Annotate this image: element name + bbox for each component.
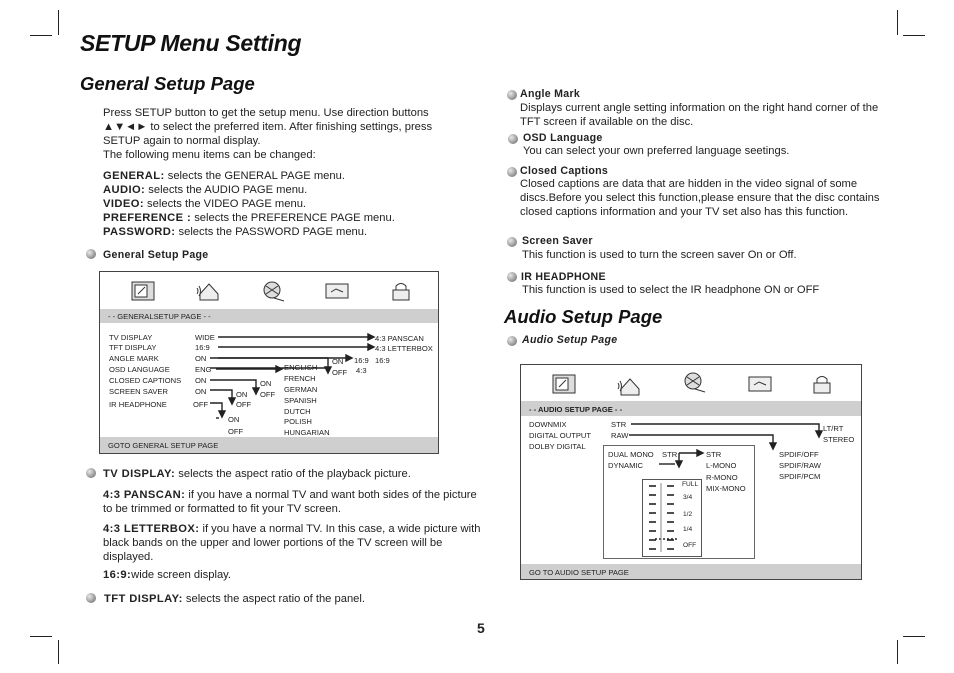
level-label: 1/2: [683, 511, 693, 518]
setting-name: DUAL MONO: [608, 450, 654, 459]
tv-option: 4:3 PANSCAN: [375, 334, 424, 343]
bullet-icon: [86, 468, 96, 478]
spdif-option: SPDIF/OFF: [779, 450, 819, 459]
cc-option: OFF: [260, 390, 276, 399]
intro-line: ▲▼◄► to select the preferred item. After finishing settings, press: [103, 121, 433, 133]
screen-saver-title: Screen Saver: [522, 235, 593, 247]
intro-text: [103, 106, 483, 162]
bullet-icon: [508, 134, 518, 144]
spdif-option: SPDIF/PCM: [779, 472, 821, 481]
diagram-header: - - AUDIO SETUP PAGE - -: [529, 405, 623, 414]
mono-option: L-MONO: [706, 461, 737, 470]
setting-name: DOLBY DIGITAL: [529, 442, 586, 451]
saver-option: OFF: [236, 400, 252, 409]
general-setup-diagram: [99, 271, 439, 454]
language-option: GERMAN: [284, 385, 318, 394]
closed-captions-text: Closed captions are data that are hidden in the video signal of some discs.Before you select this function,please ensure that the disc contains closed captions information and your TV set also has this function.: [520, 178, 880, 218]
setting-name: OSD LANGUAGE: [109, 365, 170, 374]
diagram-footer: GO TO AUDIO SETUP PAGE: [529, 568, 629, 577]
panscan-detail: 4:3 PANSCAN: if you have a normal TV and want both sides of the picture to be trimmed or formatted to fit your TV screen.: [103, 489, 477, 515]
crop-mark: [30, 636, 52, 637]
crop-mark: [897, 640, 898, 664]
setting-name: TFT DISPLAY: [109, 343, 157, 352]
cc-option: ON: [260, 379, 272, 388]
spdif-option: SPDIF/RAW: [779, 461, 821, 470]
language-option: ENGLISH: [284, 363, 318, 372]
menu-item: PASSWORD: selects the PASSWORD PAGE menu.: [103, 226, 368, 238]
setting-value: OFF: [193, 400, 209, 409]
setting-name: ANGLE MARK: [109, 354, 159, 363]
setting-value: ON: [195, 387, 207, 396]
crop-mark: [897, 10, 898, 35]
bullet-icon: [507, 336, 517, 346]
intro-line: The following menu items can be changed:: [103, 149, 316, 161]
diagram-footer: GOTO GENERAL SETUP PAGE: [108, 441, 219, 450]
saver-option: ON: [236, 390, 248, 399]
bullet-icon: [507, 237, 517, 247]
intro-line: Press SETUP button to get the setup menu. Use direction buttons: [103, 107, 429, 119]
setting-name: TV DISPLAY: [109, 333, 153, 342]
bullet-icon: [86, 249, 96, 259]
setting-value: ON: [195, 354, 207, 363]
setting-value: WIDE: [195, 333, 215, 342]
osd-language-title: OSD Language: [523, 132, 603, 144]
bullet-icon: [86, 593, 96, 603]
intro-line: SETUP again to normal display.: [103, 135, 261, 147]
setting-value: ON: [195, 376, 207, 385]
level-label: 3/4: [683, 494, 693, 501]
language-option: HUNGARIAN: [284, 428, 330, 437]
setting-name: CLOSED CAPTIONS: [109, 376, 182, 385]
audio-diagram-caption: Audio Setup Page: [522, 334, 618, 346]
osd-language-text: You can select your own preferred language seetings.: [523, 145, 790, 157]
level-label: OFF: [683, 542, 697, 549]
downmix-option: LT/RT: [823, 424, 844, 433]
audio-heading: Audio Setup Page: [504, 306, 663, 327]
angle-option: ON: [332, 357, 344, 366]
setting-value: STR: [662, 450, 678, 459]
menu-item: AUDIO: selects the AUDIO PAGE menu.: [103, 184, 308, 196]
page-number: 5: [477, 620, 485, 636]
diagram-header: - - GENERALSETUP PAGE - -: [108, 312, 211, 321]
letterbox-detail: 4:3 LETTERBOX: if you have a normal TV. In this case, a wide picture with black bands on the upper and lower portions of the TV screen will be displayed.: [103, 523, 481, 563]
screen-saver-text: This function is used to turn the screen saver On or Off.: [522, 249, 797, 261]
menu-items-list: [103, 169, 483, 239]
closed-captions-title: Closed Captions: [520, 165, 609, 177]
angle-option: OFF: [332, 368, 348, 377]
menu-item: GENERAL: selects the GENERAL PAGE menu.: [103, 170, 345, 182]
level-label: FULL: [682, 481, 699, 488]
bullet-icon: [507, 90, 517, 100]
audio-option-arrows: [521, 365, 861, 579]
tft-option: 4:3: [356, 366, 367, 375]
setting-value: STR: [611, 420, 627, 429]
tv-option: 16:9: [375, 356, 390, 365]
crop-mark: [903, 35, 925, 36]
page-title: SETUP Menu Setting: [80, 30, 302, 56]
crop-mark: [30, 35, 52, 36]
general-diagram-caption: General Setup Page: [103, 249, 209, 261]
audio-setup-diagram: [520, 364, 862, 580]
level-label: 1/4: [683, 526, 693, 533]
language-option: DUTCH: [284, 407, 311, 416]
angle-mark-text: Displays current angle setting information on the right hand corner of the TFT screen if available on the disc.: [520, 102, 879, 128]
mono-option: STR: [706, 450, 722, 459]
setting-name: DYNAMIC: [608, 461, 644, 470]
bullet-icon: [507, 167, 517, 177]
language-option: SPANISH: [284, 396, 317, 405]
setting-value: 16:9: [195, 343, 210, 352]
crop-mark: [58, 10, 59, 35]
bullet-icon: [507, 272, 517, 282]
tv-display-detail: TV DISPLAY: selects the aspect ratio of the playback picture.: [103, 468, 411, 480]
option-arrows: [100, 272, 438, 453]
setting-value: ENG: [195, 365, 212, 374]
downmix-option: STEREO: [823, 435, 855, 444]
widescreen-detail: 16:9:wide screen display.: [103, 569, 232, 581]
language-option: FRENCH: [284, 374, 316, 383]
ir-headphone-text: This function is used to select the IR headphone ON or OFF: [522, 284, 820, 296]
ir-option: OFF: [228, 427, 244, 436]
general-heading: General Setup Page: [80, 73, 255, 94]
ir-headphone-title: IR HEADPHONE: [521, 271, 606, 283]
setting-name: SCREEN SAVER: [109, 387, 168, 396]
tft-option: 16:9: [354, 356, 369, 365]
tft-display-detail: TFT DISPLAY: selects the aspect ratio of the panel.: [104, 593, 365, 605]
menu-item: VIDEO: selects the VIDEO PAGE menu.: [103, 198, 307, 210]
setting-name: IR HEADPHONE: [109, 400, 167, 409]
mono-option: MIX-MONO: [706, 484, 746, 493]
language-option: POLISH: [284, 417, 312, 426]
setting-name: DIGITAL OUTPUT: [529, 431, 592, 440]
crop-mark: [903, 636, 925, 637]
crop-mark: [58, 640, 59, 664]
menu-item: PREFERENCE : selects the PREFERENCE PAGE menu.: [103, 212, 395, 224]
tv-option: 4:3 LETTERBOX: [375, 344, 433, 353]
mono-option: R-MONO: [706, 473, 738, 482]
angle-mark-title: Angle Mark: [520, 88, 581, 100]
setting-value: RAW: [611, 431, 629, 440]
setting-name: DOWNMIX: [529, 420, 567, 429]
ir-option: ON: [228, 415, 240, 424]
